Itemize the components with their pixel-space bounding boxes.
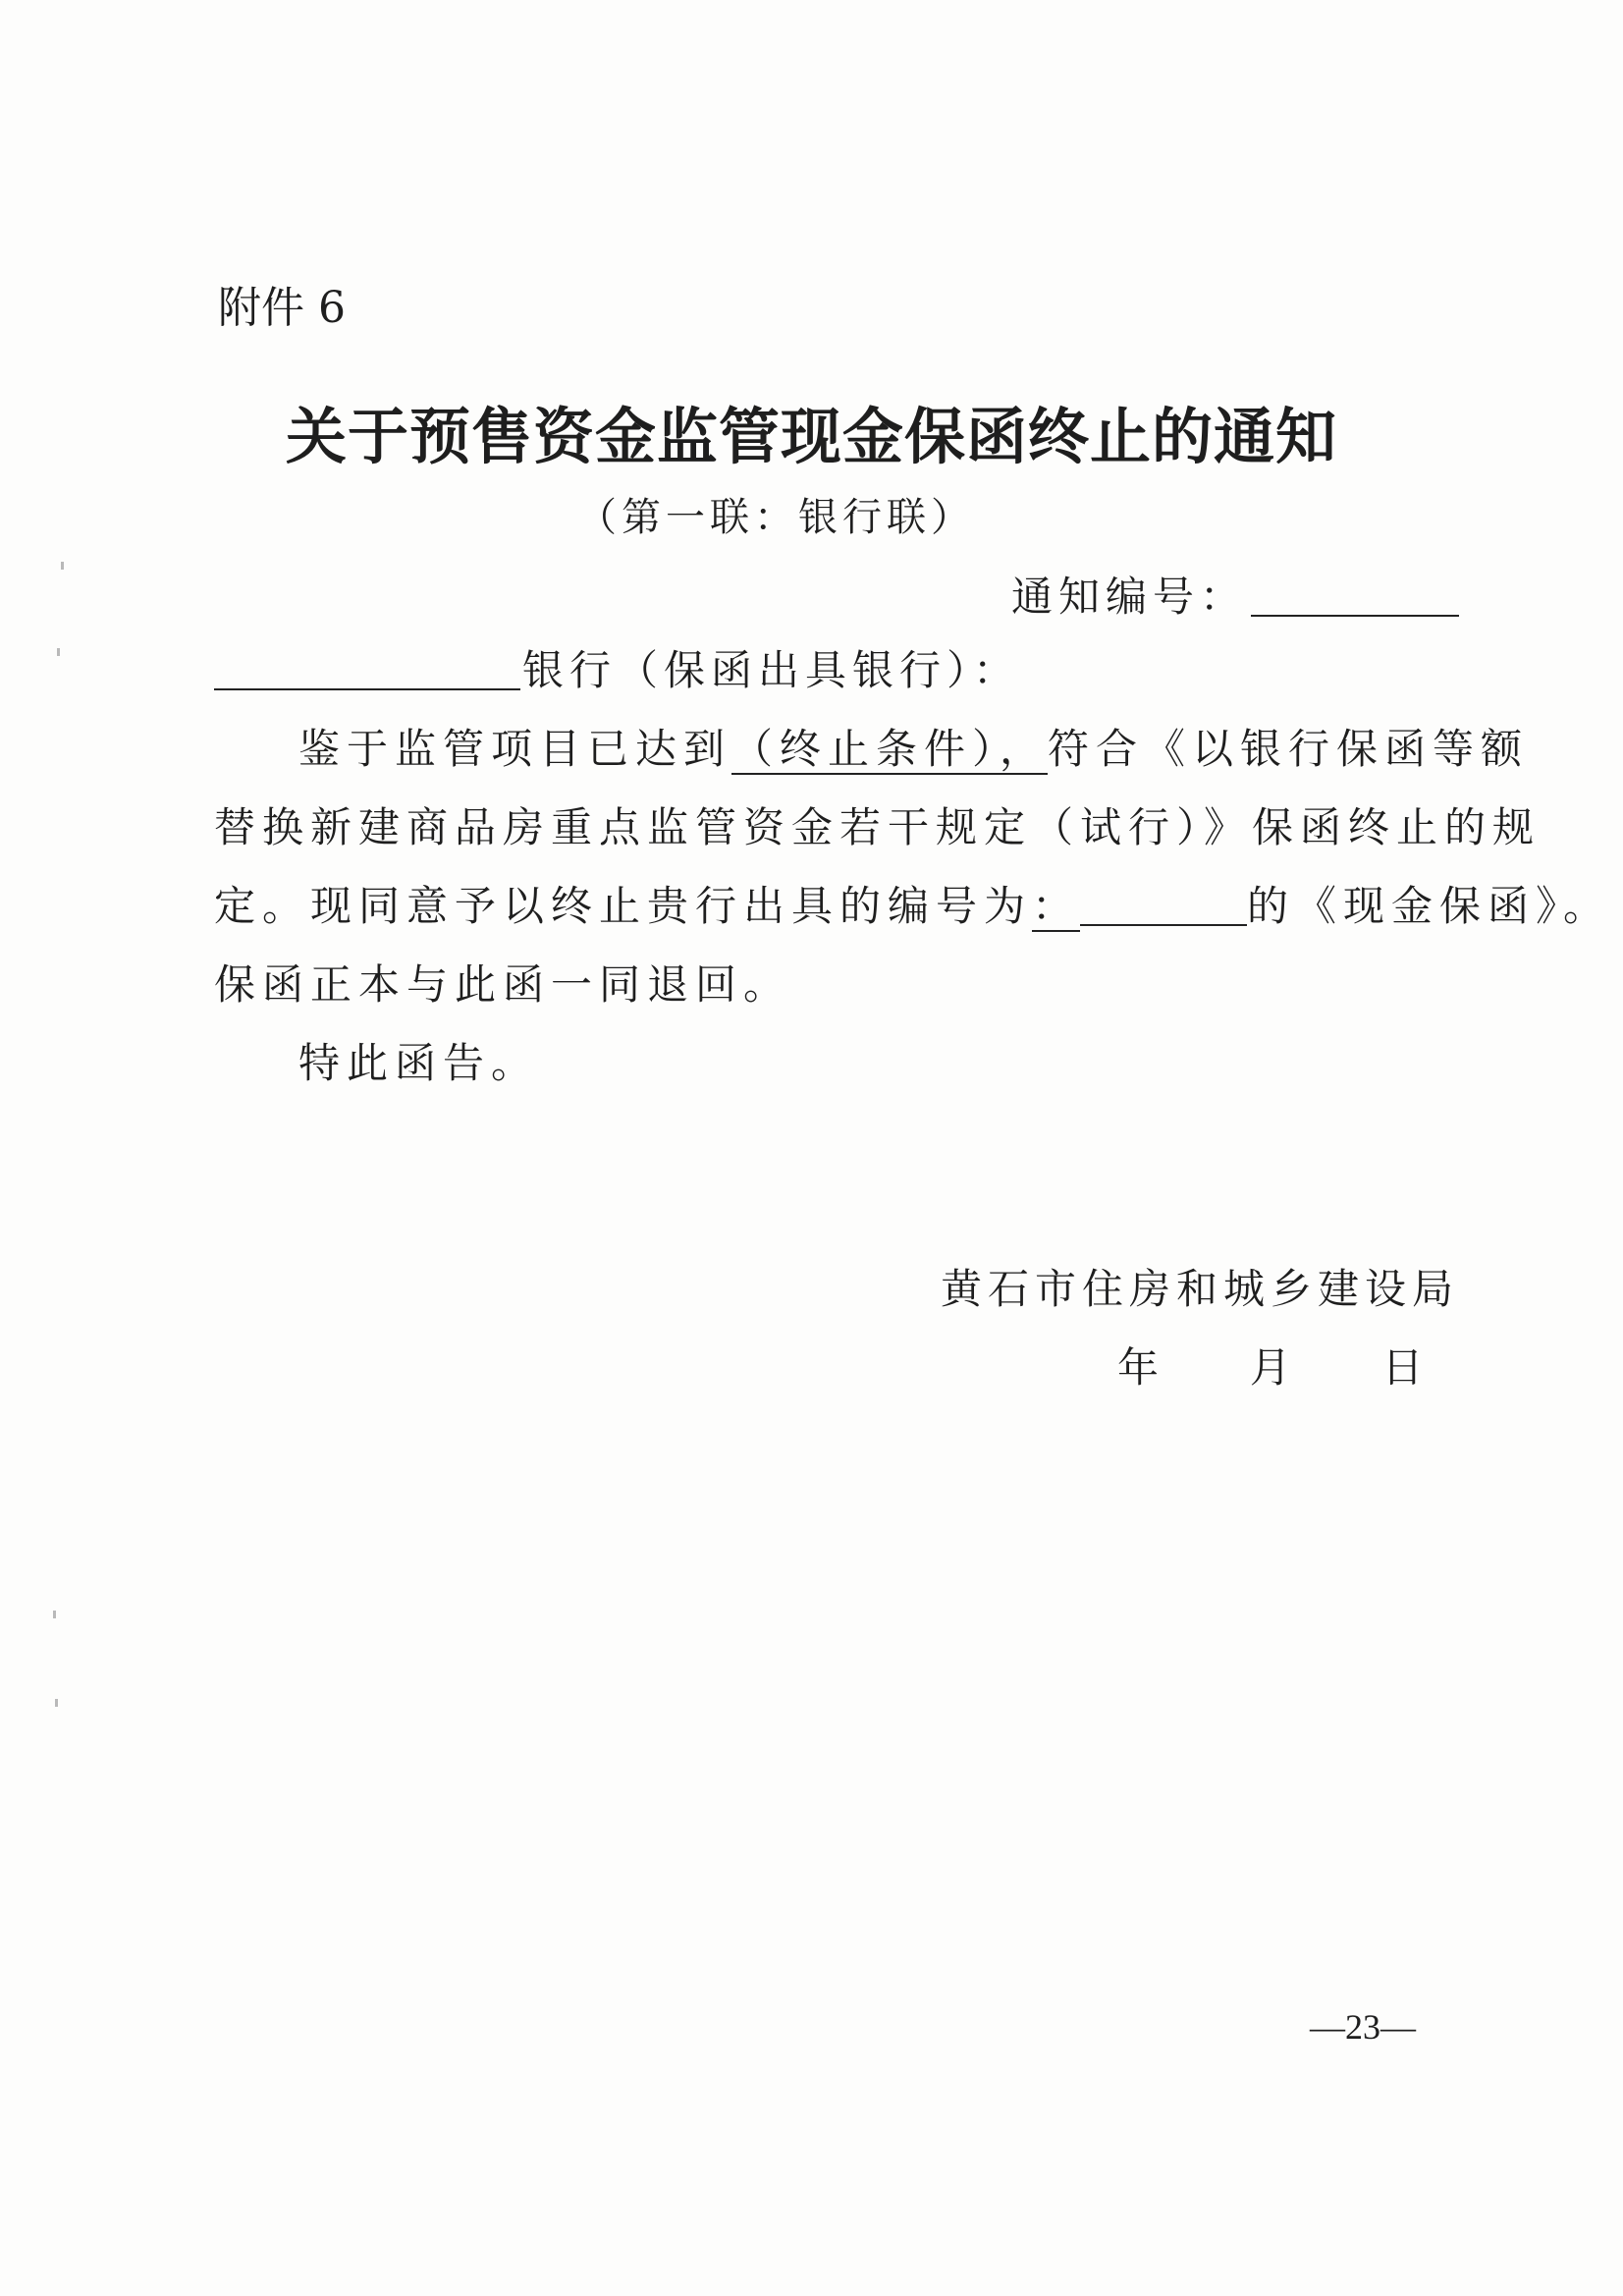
- body-line-2: 替换新建商品房重点监管资金若干规定（试行）》保函终止的规: [214, 803, 1542, 851]
- body-line-3-prefix: 定。现同意予以终止贵行出具的编号为: [214, 882, 1033, 930]
- scan-speck: [61, 562, 64, 570]
- signature-date: [1117, 1340, 1423, 1395]
- document-subtitle: （第一联：银行联）: [577, 495, 975, 540]
- document-title: 关于预售资金监管现金保函终止的通知: [285, 401, 1337, 472]
- body-line-1: [298, 722, 1529, 777]
- addressee-suffix: 银行（保函出具银行）：: [522, 646, 1021, 694]
- body-line-3-suffix: 的《现金保函》。: [1247, 882, 1612, 930]
- termination-condition: （终止条件），: [731, 725, 1049, 773]
- guarantee-number-blank: [1080, 879, 1247, 926]
- scan-speck: [55, 1699, 58, 1707]
- notice-number-blank: [1251, 570, 1459, 617]
- issuing-organization: 黄石市住房和城乡建设局: [941, 1265, 1460, 1313]
- body-line-3: [214, 879, 1611, 934]
- body-line-3-colon: ：: [1032, 882, 1081, 930]
- day-label: 日: [1381, 1343, 1424, 1392]
- notice-number-row: [1011, 570, 1459, 625]
- notice-number-label: 通知编号：: [1011, 573, 1248, 621]
- bank-name-blank: [214, 643, 520, 690]
- addressee-row: [214, 643, 1020, 698]
- month-label: 月: [1249, 1343, 1291, 1392]
- scan-speck: [53, 1611, 56, 1618]
- body-line-1-prefix: 鉴于监管项目已达到: [298, 725, 732, 773]
- body-line-1-suffix: 符合《以银行保函等额: [1048, 725, 1530, 773]
- body-line-4: 保函正本与此函一同退回。: [214, 960, 792, 1009]
- page-number: —23—: [1310, 2007, 1416, 2047]
- closing-line: 特此函告。: [298, 1039, 540, 1087]
- attachment-label: 附件 6: [218, 283, 346, 333]
- year-label: 年: [1117, 1343, 1160, 1392]
- scan-speck: [57, 648, 60, 656]
